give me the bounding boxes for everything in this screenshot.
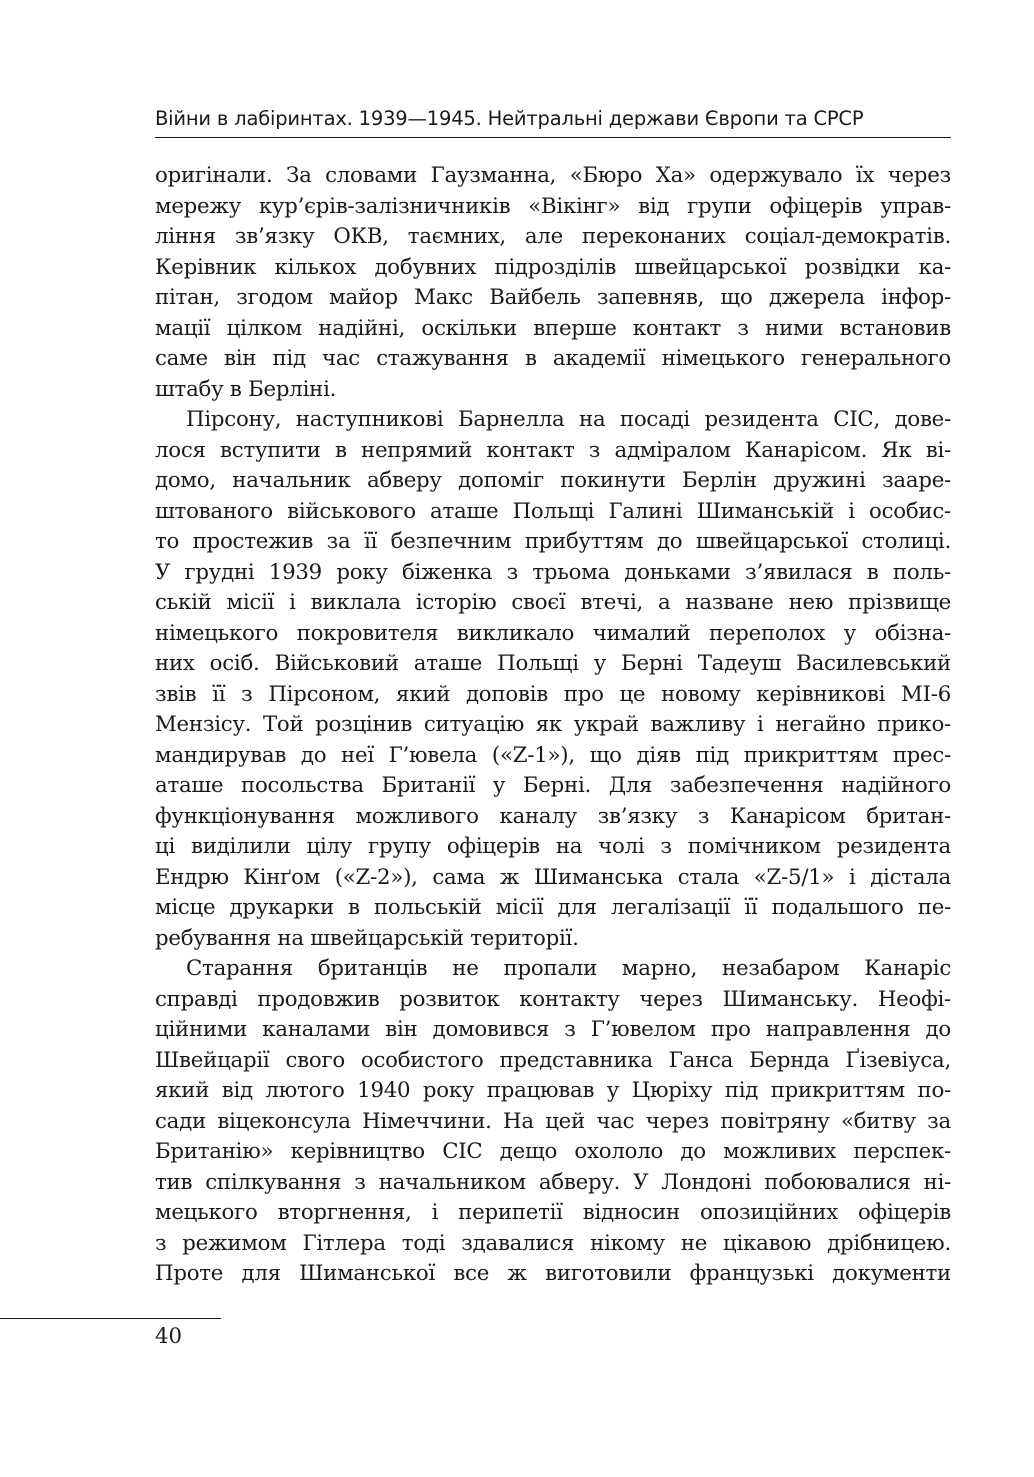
text-line: Проте для Шиманської все ж виготовили французькі документи [155,1261,951,1286]
text-line: мецького вторгнення, і перипетії відносин опозиційних офіцерів [155,1200,951,1225]
text-line: оригінали. За словами Гаузманна, «Бюро Ха» одержувало їх через [155,163,951,188]
text-line: Ендрю Кінґом («Z-2»), сама ж Шиманська стала «Z-5/1» і дістала [155,864,951,890]
text-line: саме він під час стажування в академії німецького генерального [155,346,951,371]
text-line: У грудні 1939 року біженка з трьома доньками з’явилася в поль- [155,559,951,585]
text-line: штованого військового аташе Польщі Галині Шиманській і особис- [155,498,951,524]
text-line: сади віцеконсула Німеччини. На цей час через повітряну «битву за [155,1108,951,1134]
text-line: справді продовжив розвиток контакту через Шиманську. Неофі- [155,986,951,1012]
text-line: ління зв’язку ОКВ, таємних, але переконаних соціал-демократів. [155,224,951,249]
text-line: ській місії і виклала історію своєї втечі, а назване нею прізвище [155,590,951,615]
text-line: ці виділили цілу групу офіцерів на чолі з помічником резидента [155,834,951,859]
header-rule [155,137,951,138]
text-line: німецького покровителя викликало чималий переполох у обізна- [155,620,951,646]
text-line: Старання британців не пропали марно, незабаром Канаріс [186,956,951,981]
body-text [155,161,951,1290]
text-line: місце друкарки в польській місії для легалізації її подальшого пе- [155,895,951,920]
text-line: ребування на швейцарській території. [155,925,579,951]
page-number: 40 [155,1324,183,1349]
text-line: Швейцарії свого особистого представника Ганса Бернда Ґізевіуса, [155,1047,951,1073]
text-line: них осіб. Військовий аташе Польщі у Берні Тадеуш Василевський [155,651,951,676]
text-line: звів її з Пірсоном, який доповів про це новому керівникові МІ-6 [155,681,951,707]
text-line: який від лютого 1940 року працював у Цюріху під прикриттям по- [155,1078,951,1103]
text-line: домо, начальник абверу допоміг покинути Берлін дружині зааре- [155,468,951,493]
text-line: Керівник кількох добувних підрозділів швейцарської розвідки ка- [155,254,951,280]
text-line: аташе посольства Британії у Берні. Для забезпечення надійного [155,773,951,798]
text-line: Мензісу. Той розцінив ситуацію як украй важливу і негайно прико- [155,712,951,737]
text-line: то простежив за її безпечним прибуттям до швейцарської столиці. [155,529,951,554]
text-line: мережу кур’єрів-залізничників «Вікінг» від групи офіцерів управ- [155,193,951,219]
text-line: тив спілкування з начальником абверу. У Лондоні побоювалися ні- [155,1169,951,1195]
text-line: Британію» керівництво СІС дещо охололо до можливих перспек- [155,1139,951,1164]
footer-rule [0,1318,221,1319]
text-line: лося вступити в непрямий контакт з адміралом Канарісом. Як ві- [155,437,951,463]
text-line: мандирував до неї Г’ювела («Z-1»), що діяв під прикриттям прес- [155,742,951,768]
text-line: штабу в Берліні. [155,376,337,402]
text-line: мації цілком надійні, оскільки вперше контакт з ними встановив [155,315,951,341]
running-header: Війни в лабіринтах. 1939—1945. Нейтральні держави Європи та СРСР [155,107,864,130]
text-line: Пірсону, наступникові Барнелла на посаді резидента СІС, дове- [186,407,951,432]
text-line: функціонування можливого каналу зв’язку з Канарісом британ- [155,803,951,829]
text-line: ційними каналами він домовився з Г’ювелом про направлення до [155,1017,951,1042]
text-line: з режимом Гітлера тоді здавалися нікому не цікавою дрібницею. [155,1230,951,1256]
text-line: пітан, згодом майор Макс Вайбель запевняв, що джерела інфор- [155,285,951,310]
